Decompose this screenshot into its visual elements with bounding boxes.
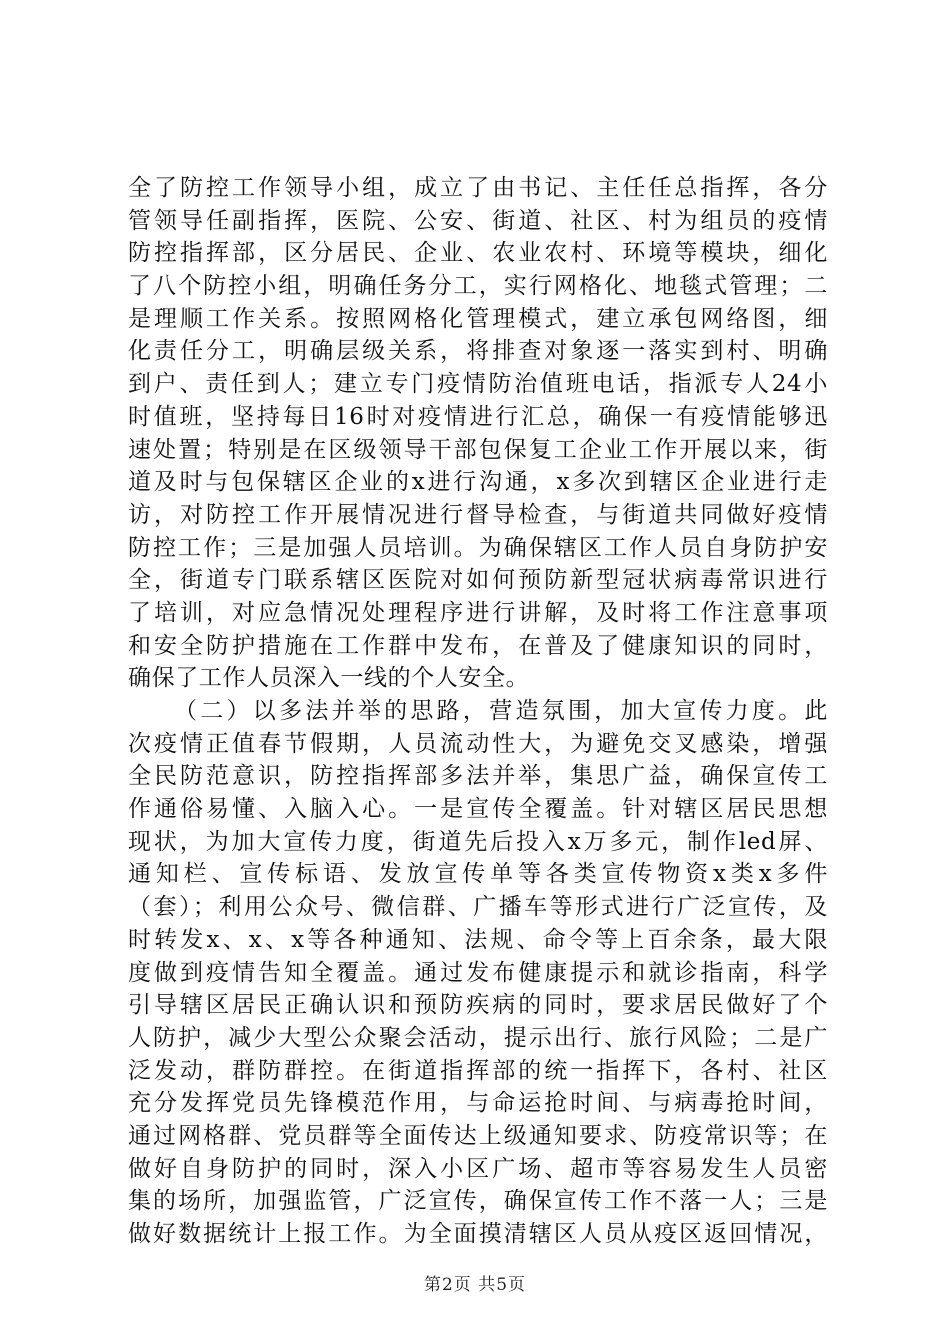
text-line: 速处置；特别是在区级领导干部包保复工企业工作开展以来，街 (128, 436, 828, 463)
text-line: 度做到疫情告知全覆盖。通过发布健康提示和就诊指南，科学 (128, 959, 828, 986)
text-line: 充分发挥党员先锋模范作用，与命运抢时间、与病毒抢时间， (128, 1090, 828, 1117)
text-line: 做好数据统计上报工作。为全面摸清辖区人员从疫区返回情况， (128, 1221, 828, 1247)
text-line: 访，对防控工作开展情况进行督导检查，与街道共同做好疫情 (128, 501, 828, 528)
text-line: 了培训，对应急情况处理程序进行讲解，及时将工作注意事项 (128, 599, 828, 626)
text-line: 次疫情正值春节假期，人员流动性大，为避免交叉感染，增强 (128, 730, 828, 757)
page-number-footer: 第2页 共5页 (423, 1275, 527, 1295)
document-body (128, 172, 828, 1251)
text-line: 全民防范意识，防控指挥部多法并举，集思广益，确保宣传工 (128, 763, 828, 790)
text-line: 引导辖区居民正确认识和预防疾病的同时，要求居民做好了个 (128, 992, 828, 1019)
text-line: 化责任分工，明确层级关系，将排查对象逐一落实到村、明确 (128, 338, 828, 365)
text-line: （套）；利用公众号、微信群、广播车等形式进行广泛宣传，及 (128, 894, 828, 921)
text-line: 人防护，减少大型公众聚会活动，提示出行、旅行风险；二是广 (128, 1024, 828, 1051)
text-line: 了八个防控小组，明确任务分工，实行网格化、地毯式管理；二 (128, 273, 828, 300)
text-line: 做好自身防护的同时，深入小区广场、超市等容易发生人员密 (128, 1155, 828, 1182)
text-line: 时转发x、x、x等各种通知、法规、命令等上百余条，最大限 (128, 926, 828, 953)
text-line: 通过网格群、党员群等全面传达上级通知要求、防疫常识等；在 (128, 1122, 828, 1149)
section-heading-line: （二）以多法并举的思路，营造氛围，加大宣传力度。此 (174, 698, 828, 724)
text-line: 泛发动，群防群控。在街道指挥部的统一指挥下，各村、社区 (128, 1057, 828, 1084)
text-line: 全了防控工作领导小组，成立了由书记、主任任总指挥，各分 (128, 175, 828, 201)
text-line: 确保了工作人员深入一线的个人安全。 (128, 665, 530, 692)
text-line: 作通俗易懂、入脑入心。一是宣传全覆盖。针对辖区居民思想 (128, 796, 828, 823)
text-line: 防控工作；三是加强人员培训。为确保辖区工作人员自身防护安 (128, 534, 828, 561)
text-line: 是理顺工作关系。按照网格化管理模式，建立承包网络图，细 (128, 305, 828, 332)
text-line: 通知栏、宣传标语、发放宣传单等各类宣传物资x类x多件 (128, 861, 828, 888)
text-line: 时值班，坚持每日16时对疫情进行汇总，确保一有疫情能够迅 (128, 403, 828, 430)
text-line: 全，街道专门联系辖区医院对如何预防新型冠状病毒常识进行 (128, 567, 828, 594)
text-line: 防控指挥部，区分居民、企业、农业农村、环境等模块，细化 (128, 240, 828, 267)
text-line: 到户、责任到人；建立专门疫情防治值班电话，指派专人24小 (128, 371, 828, 398)
text-line: 集的场所，加强监管，广泛宣传，确保宣传工作不落一人；三是 (128, 1188, 828, 1215)
text-line: 管领导任副指挥，医院、公安、街道、社区、村为组员的疫情 (128, 207, 828, 234)
text-line: 现状，为加大宣传力度，街道先后投入x万多元，制作led屏、 (128, 828, 828, 855)
text-line: 和安全防护措施在工作群中发布，在普及了健康知识的同时， (128, 632, 828, 659)
text-line: 道及时与包保辖区企业的x进行沟通，x多次到辖区企业进行走 (128, 469, 828, 496)
